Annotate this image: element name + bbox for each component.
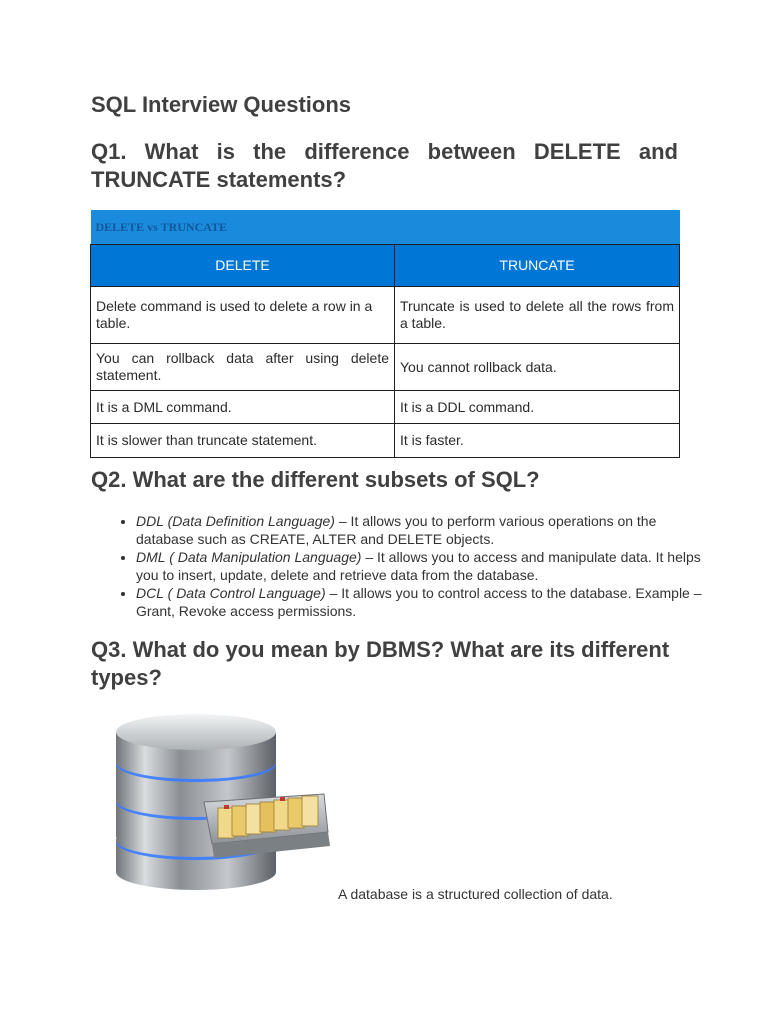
table-cell: It is a DML command.	[91, 391, 395, 424]
table-caption: DELETE vs TRUNCATE	[91, 210, 680, 245]
table-cell: It is a DDL command.	[395, 391, 680, 424]
table-row	[91, 391, 680, 424]
subset-desc: – It allows you to control access to the database. Example – Grant, Revoke access permissions.	[136, 585, 702, 619]
table-row	[91, 424, 680, 458]
table-cell: You can rollback data after using delete statement.	[91, 344, 395, 391]
table-cell: You cannot rollback data.	[395, 344, 680, 391]
page-title: SQL Interview Questions	[91, 92, 351, 117]
q1-heading: Q1. What is the difference between DELETE and TRUNCATE statements?	[91, 139, 678, 192]
subset-term: DDL (Data Definition Language)	[136, 513, 335, 529]
table-cell: Truncate is used to delete all the rows from a table.	[395, 287, 680, 344]
subset-desc: – It allows you to perform various operations on the database such as CREATE, ALTER and DELETE objects.	[136, 513, 657, 547]
subset-term: DML ( Data Manipulation Language)	[136, 549, 362, 565]
list-item	[136, 512, 702, 548]
table-cell: It is slower than truncate statement.	[91, 424, 395, 458]
header-truncate: TRUNCATE	[395, 245, 680, 287]
table-caption-row	[91, 210, 680, 245]
list-item	[136, 584, 702, 620]
table-row	[91, 344, 680, 391]
q3-heading: Q3. What do you mean by DBMS? What are its different types?	[91, 637, 670, 690]
subset-desc: – It allows you to access and manipulate data. It helps you to insert, update, delete and retrieve data from the database.	[136, 549, 701, 583]
database-server-icon	[108, 712, 338, 892]
header-delete: DELETE	[91, 245, 395, 287]
list-item	[136, 548, 702, 584]
table-cell: Delete command is used to delete a row in a table.	[91, 287, 395, 344]
subset-term: DCL ( Data Control Language)	[136, 585, 326, 601]
q2-heading: Q2. What are the different subsets of SQL?	[91, 467, 540, 492]
sql-subsets-list	[114, 512, 702, 620]
delete-vs-truncate-table	[90, 210, 680, 458]
table-cell: It is faster.	[395, 424, 680, 458]
image-caption: A database is a structured collection of data.	[338, 886, 613, 902]
table-header-row	[91, 245, 680, 287]
table-row	[91, 287, 680, 344]
